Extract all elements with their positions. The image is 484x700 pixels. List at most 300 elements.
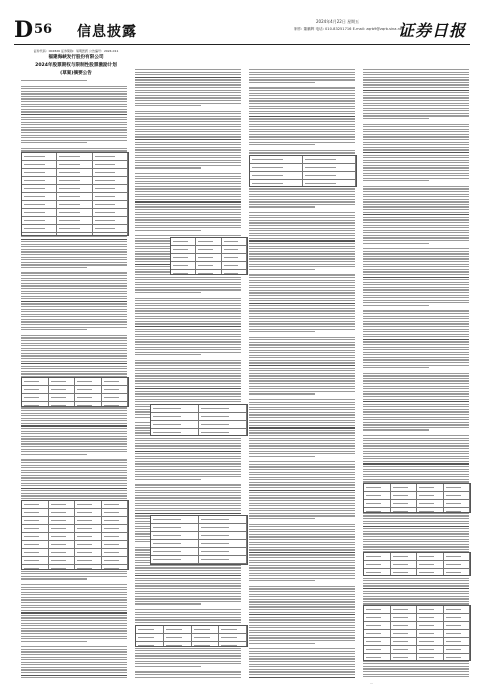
text-line: [249, 591, 355, 592]
text-line: [21, 309, 127, 310]
text-line: [249, 373, 355, 374]
text-line: [21, 446, 127, 447]
text-line: [249, 609, 355, 610]
table-cell: [75, 541, 102, 548]
text-line: [135, 614, 241, 615]
text-line: [363, 287, 469, 288]
text-line: [249, 287, 355, 288]
text-line: [135, 157, 241, 158]
text-line: [21, 259, 127, 260]
text-line: [363, 424, 469, 425]
table-cell: [444, 561, 471, 568]
table-cell: [151, 405, 199, 412]
text-line: [135, 510, 241, 511]
text-line: [21, 587, 127, 588]
table-cell: [22, 193, 57, 200]
text-line: [363, 406, 469, 407]
table-cell: [102, 378, 129, 385]
table-cell: [171, 262, 196, 269]
table-cell: [199, 556, 247, 563]
table-row: [22, 517, 128, 525]
table-cell: [22, 541, 49, 548]
text-line: [249, 664, 355, 665]
text-line: [249, 554, 355, 555]
table-cell: [444, 654, 471, 661]
text-line: [135, 219, 241, 220]
table-cell: [151, 532, 199, 539]
text-line: [249, 248, 355, 249]
table-cell: [22, 153, 57, 160]
table-row: [22, 209, 128, 217]
table-row: [151, 429, 247, 436]
text-line: [135, 354, 201, 355]
text-line: [363, 585, 469, 586]
table-cell: [417, 508, 444, 513]
text-line: [135, 186, 241, 187]
table-cell: [417, 492, 444, 499]
text-line: [363, 227, 469, 228]
table-cell: [136, 642, 164, 647]
text-line: [363, 429, 429, 430]
text-line: [135, 349, 241, 350]
table-cell: [75, 509, 102, 516]
table-cell: [164, 642, 192, 647]
text-line: [21, 267, 87, 268]
text-line: [363, 170, 469, 171]
text-line: [363, 365, 469, 366]
text-line: [363, 544, 469, 545]
table-cell: [22, 233, 57, 236]
text-line: [249, 529, 355, 530]
text-line: [135, 204, 241, 205]
text-line: [21, 641, 87, 642]
text-line: [249, 427, 355, 428]
text-line: [249, 513, 355, 514]
text-line: [249, 586, 355, 587]
text-line: [249, 118, 355, 119]
announcement-heading: [21, 49, 131, 77]
text-line: [363, 69, 469, 70]
text-line: [135, 196, 241, 197]
text-line: [363, 546, 469, 547]
text-line: [135, 368, 241, 369]
masthead: [14, 18, 470, 46]
text-line: [249, 508, 355, 509]
table-cell: [49, 509, 76, 516]
text-line: [249, 651, 355, 652]
text-line: [249, 570, 355, 571]
text-line: [21, 612, 127, 613]
text-line: [249, 399, 355, 400]
table-cell: [219, 626, 247, 633]
text-line: [363, 274, 469, 275]
text-line: [135, 591, 241, 592]
table-cell: [171, 270, 196, 275]
text-line: [363, 321, 469, 322]
text-line: [363, 357, 469, 358]
text-line: [249, 352, 355, 353]
text-line: [21, 672, 127, 673]
table-cell: [192, 634, 220, 641]
text-line: [21, 306, 127, 307]
table-cell: [22, 386, 49, 393]
text-line: [249, 305, 355, 306]
table-cell: [222, 270, 247, 275]
text-line: [363, 126, 469, 127]
text-line: [135, 593, 241, 594]
table-cell: [22, 169, 57, 176]
text-line: [21, 244, 127, 245]
text-line: [21, 659, 127, 660]
text-line: [21, 610, 127, 611]
text-line: [21, 449, 127, 450]
text-line: [249, 505, 355, 506]
text-line: [249, 637, 355, 638]
table-cell: [444, 553, 471, 560]
text-line: [363, 191, 469, 192]
text-line: [135, 362, 241, 363]
text-line: [363, 474, 469, 475]
table-col2-lower: [150, 404, 248, 436]
text-line: [249, 619, 355, 620]
page-letter: D: [14, 17, 34, 43]
text-line: [21, 373, 127, 374]
text-line: [21, 111, 127, 112]
text-line: [363, 149, 469, 150]
text-line: [21, 423, 127, 424]
text-line: [21, 630, 127, 631]
text-line: [135, 383, 241, 384]
table-cell: [417, 646, 444, 653]
text-line: [135, 373, 241, 374]
text-line: [135, 469, 241, 470]
text-line: [363, 284, 469, 285]
text-line: [249, 285, 355, 286]
table-cell: [22, 201, 57, 208]
text-line: [135, 617, 241, 618]
text-line: [249, 658, 355, 659]
text-line: [249, 515, 355, 516]
text-line: [249, 347, 355, 348]
text-line: [363, 113, 469, 114]
table-row: [151, 405, 247, 413]
text-line: [249, 300, 355, 301]
text-line: [363, 391, 469, 392]
text-line: [249, 269, 315, 270]
text-line: [135, 487, 241, 488]
text-line: [363, 289, 469, 290]
editor-contact: 制作: 董鹏辉 电话: 010-83251716 E-mail: zqrb9@zqrb.sina.net: [294, 27, 404, 31]
table-cell: [57, 201, 92, 208]
table-cell: [444, 630, 471, 637]
text-line: [249, 331, 315, 332]
text-line: [135, 438, 241, 439]
text-line: [249, 404, 355, 405]
announcement-title-3: (草案)摘要公告: [60, 71, 92, 76]
text-line: [135, 497, 241, 498]
text-line: [249, 674, 355, 675]
text-line: [249, 466, 355, 467]
table-cell: [75, 386, 102, 393]
text-line: [363, 541, 469, 542]
text-line: [363, 124, 469, 125]
text-line: [21, 371, 127, 372]
text-line: [135, 578, 241, 579]
text-line: [363, 578, 469, 579]
text-line: [363, 352, 469, 353]
text-line: [363, 593, 469, 594]
table-cell: [444, 622, 471, 629]
text-line: [135, 74, 241, 75]
text-line: [249, 393, 315, 394]
text-line: [135, 622, 241, 623]
text-line: [249, 370, 355, 371]
text-line: [249, 121, 355, 122]
text-line: [21, 264, 127, 265]
text-line: [249, 282, 355, 283]
text-line: [21, 368, 127, 369]
text-line: [363, 380, 469, 381]
text-line: [363, 523, 469, 524]
table-cell: [391, 508, 418, 513]
text-line: [249, 246, 355, 247]
text-line: [363, 74, 469, 75]
text-line: [249, 490, 355, 491]
text-line: [363, 583, 469, 584]
text-line: [21, 436, 127, 437]
table-cell: [444, 484, 471, 491]
text-line: [249, 383, 355, 384]
table-row: [250, 156, 356, 164]
text-line: [135, 596, 241, 597]
table-cell: [93, 233, 128, 236]
text-line: [363, 666, 469, 667]
text-line: [135, 388, 241, 389]
text-line: [249, 588, 355, 589]
text-line: [21, 275, 127, 276]
table-cell: [151, 413, 199, 420]
text-line: [249, 292, 355, 293]
text-line: [135, 124, 241, 125]
text-line: [249, 573, 355, 574]
text-line: [363, 466, 469, 467]
text-line: [21, 597, 127, 598]
text-line: [363, 209, 469, 210]
table-cell: [417, 638, 444, 645]
text-line: [21, 425, 127, 426]
table-cell: [57, 209, 92, 216]
table-cell: [391, 606, 418, 613]
table-cell: [22, 549, 49, 556]
text-line: [21, 649, 127, 650]
table-cell: [22, 517, 49, 524]
table-row: [22, 185, 128, 193]
text-line: [21, 451, 127, 452]
text-line: [363, 438, 469, 439]
text-line: [135, 658, 241, 659]
text-line: [249, 417, 355, 418]
table-cell: [222, 262, 247, 269]
text-line: [21, 410, 127, 411]
text-line: [249, 280, 355, 281]
table-row: [364, 492, 470, 500]
table-cell: [102, 533, 129, 540]
text-line: [249, 661, 355, 662]
table-cell: [199, 524, 247, 531]
text-line: [21, 441, 127, 442]
text-line: [135, 505, 241, 506]
table-row: [364, 646, 470, 654]
text-line: [249, 599, 355, 600]
text-line: [249, 201, 355, 202]
table-cell: [49, 378, 76, 385]
page-number: 56: [34, 22, 53, 37]
text-line: [135, 575, 241, 576]
text-line: [21, 251, 127, 252]
text-line: [249, 298, 355, 299]
text-line: [249, 368, 355, 369]
section-title: 信息披露: [77, 24, 137, 40]
text-line: [249, 451, 355, 452]
text-line: [249, 534, 355, 535]
text-line: [249, 329, 355, 330]
text-line: [135, 663, 241, 664]
text-line: [249, 139, 355, 140]
text-line: [249, 199, 355, 200]
text-line: [21, 280, 127, 281]
table-row: [151, 413, 247, 421]
text-line: [135, 277, 241, 278]
text-line: [363, 302, 469, 303]
table-col4-a: [363, 483, 471, 513]
table-cell: [444, 606, 471, 613]
text-line: [363, 531, 469, 532]
text-line: [363, 539, 469, 540]
text-line: [135, 79, 241, 80]
text-line: [363, 668, 469, 669]
text-line: [363, 393, 469, 394]
table-col2-bottom2: [135, 625, 248, 647]
table-cell: [49, 541, 76, 548]
table-cell: [49, 501, 76, 508]
text-line: [135, 292, 201, 293]
text-line: [21, 620, 127, 621]
text-line: [363, 204, 469, 205]
text-line: [21, 428, 127, 429]
text-line: [249, 277, 355, 278]
text-line: [363, 471, 469, 472]
text-line: [249, 627, 355, 628]
table-cell: [364, 500, 391, 507]
text-line: [363, 235, 469, 236]
table-cell: [93, 169, 128, 176]
text-line: [135, 134, 241, 135]
table-row: [171, 254, 247, 262]
text-line: [249, 653, 355, 654]
text-line: [363, 266, 469, 267]
text-line: [363, 201, 469, 202]
text-line: [21, 578, 87, 579]
text-line: [249, 422, 355, 423]
text-line: [249, 339, 355, 340]
text-line: [21, 420, 127, 421]
text-line: [363, 448, 469, 449]
text-line: [363, 237, 469, 238]
text-line: [21, 623, 127, 624]
text-line: [135, 352, 241, 353]
table-row: [22, 541, 128, 549]
table-row: [22, 378, 128, 386]
text-line: [249, 74, 355, 75]
text-line: [21, 80, 87, 81]
text-line: [21, 664, 127, 665]
table-row: [22, 501, 128, 509]
text-line: [363, 219, 469, 220]
text-line: [249, 539, 355, 540]
text-line: [249, 547, 355, 548]
table-cell: [417, 614, 444, 621]
text-line: [249, 72, 355, 73]
table-cell: [391, 492, 418, 499]
text-line: [363, 222, 469, 223]
text-line: [363, 362, 469, 363]
text-line: [135, 227, 241, 228]
table-cell: [136, 626, 164, 633]
table-cell: [444, 500, 471, 507]
text-line: [135, 212, 241, 213]
table-cell: [22, 177, 57, 184]
text-line: [363, 253, 469, 254]
text-line: [363, 269, 469, 270]
text-line: [135, 92, 241, 93]
table-cell: [444, 646, 471, 653]
table-cell: [250, 156, 303, 163]
table-row: [364, 606, 470, 614]
text-line: [363, 297, 469, 298]
table-row: [22, 217, 128, 225]
text-line: [249, 549, 355, 550]
text-column-4: [363, 69, 469, 679]
text-line: [135, 82, 241, 83]
text-line: [249, 230, 355, 231]
text-line: [363, 230, 469, 231]
table-cell: [391, 622, 418, 629]
text-line: [135, 461, 241, 462]
text-line: [363, 515, 469, 516]
text-line: [21, 636, 127, 637]
text-line: [21, 415, 127, 416]
table-cell: [57, 233, 92, 236]
text-line: [363, 445, 469, 446]
table-row: [136, 642, 247, 647]
table-cell: [391, 500, 418, 507]
text-line: [363, 318, 469, 319]
text-line: [135, 331, 241, 332]
text-line: [363, 528, 469, 529]
text-line: [249, 557, 355, 558]
table-cell: [364, 622, 391, 629]
text-line: [249, 235, 355, 236]
table-cell: [417, 569, 444, 576]
text-line: [21, 617, 127, 618]
text-line: [135, 463, 241, 464]
text-line: [363, 248, 469, 249]
text-line: [363, 139, 469, 140]
text-line: [363, 323, 469, 324]
text-line: [135, 214, 241, 215]
table-cell: [417, 500, 444, 507]
text-line: [249, 142, 355, 143]
